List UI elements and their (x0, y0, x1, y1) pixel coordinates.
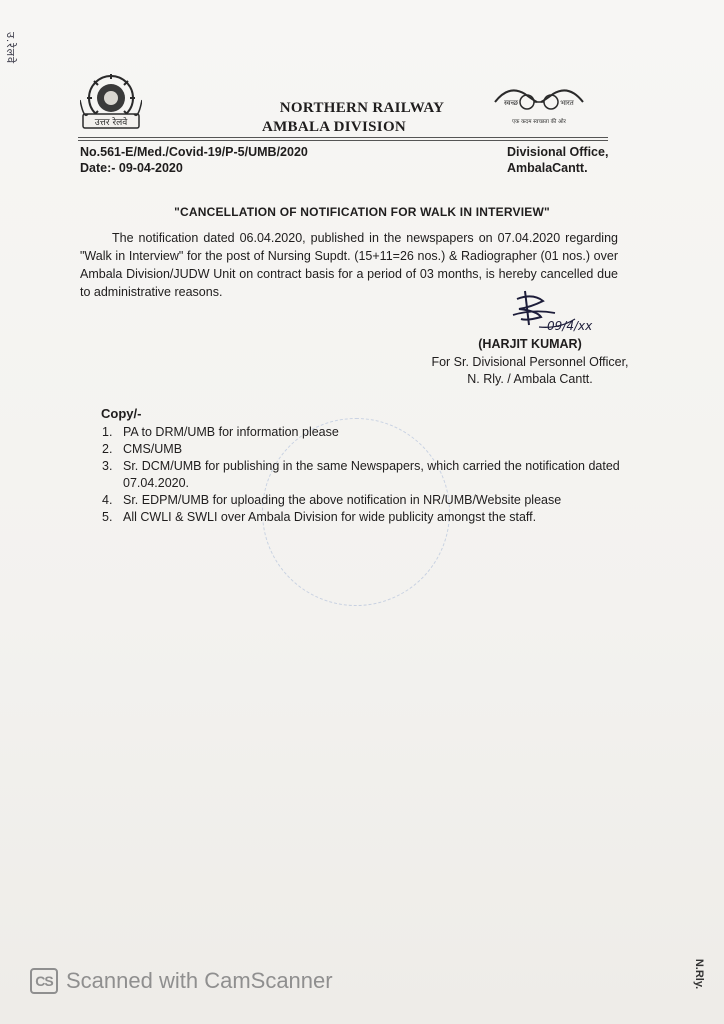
list-item-number: 4. (102, 493, 113, 507)
copy-list (102, 424, 642, 526)
header-rule-bottom (78, 140, 608, 141)
signatory-name: (HARJIT KUMAR) (478, 337, 582, 351)
swachh-bharat-logo-icon (489, 80, 589, 128)
signatory-designation: For Sr. Divisional Personnel Officer, (431, 354, 629, 369)
list-item (102, 424, 642, 441)
list-item-number: 1. (102, 425, 113, 439)
office-line-1: Divisional Office, (507, 145, 609, 159)
list-item (102, 509, 642, 526)
header-rule-top (78, 137, 608, 138)
division-name: AMBALA DIVISION (261, 119, 407, 135)
list-item (102, 441, 642, 458)
logo-word-right: भारत (560, 99, 574, 107)
letter-number: No.561-E/Med./Covid-19/P-5/UMB/2020 (80, 145, 308, 159)
notice-body: The notification dated 06.04.2020, published in the newspapers on 07.04.2020 regarding "Walk in Interview" for the post of Nursing Supdt. (15+11=26 nos.) & Radiographer (01 nos.) over Ambala Division/JUDW Unit on contract basis for a period of 03 months, is hereby cancelled due to administrative reasons. (80, 231, 618, 299)
org-name: NORTHERN RAILWAY (279, 100, 445, 116)
letter-date: Date:- 09-04-2020 (80, 161, 183, 175)
list-item-number: 5. (102, 510, 113, 524)
list-item-text: Sr. DCM/UMB for publishing in the same Newspapers, which carried the notification dated 07.04.2020. (123, 459, 620, 490)
list-item-text: PA to DRM/UMB for information please (123, 425, 339, 439)
subject-heading: "CANCELLATION OF NOTIFICATION FOR WALK IN INTERVIEW" (174, 205, 550, 219)
list-item-number: 3. (102, 459, 113, 473)
logo-tagline: एक कदम स्वच्छता की ओर (512, 119, 566, 125)
signatory-location: N. Rly. / Ambala Cantt. (467, 372, 593, 386)
list-item (102, 492, 642, 509)
margin-mark-nrly: N.Rly. (692, 958, 705, 990)
office-block (507, 144, 608, 176)
signatory-block (420, 336, 640, 389)
list-item-number: 2. (102, 442, 113, 456)
handwritten-signature (503, 285, 613, 335)
list-item-text: CMS/UMB (123, 442, 183, 456)
logo-word-left: स्वच्छ (503, 99, 519, 107)
list-item-text: Sr. EDPM/UMB for uploading the above notification in NR/UMB/Website please (123, 493, 562, 507)
margin-stamp-hindi: उ.रेलवे (4, 32, 16, 65)
emblem-caption: उत्तर रेलवे (94, 118, 128, 128)
office-line-2: AmbalaCantt. (507, 161, 588, 175)
signature-date: 09/4/xx (547, 319, 593, 333)
list-item (102, 458, 642, 492)
copy-heading: Copy/- (101, 406, 142, 421)
camscanner-icon: CS (30, 968, 58, 994)
reference-block (80, 144, 308, 176)
list-item-text: All CWLI & SWLI over Ambala Division for wide publicity amongst the staff. (123, 510, 537, 524)
camscanner-label: Scanned with CamScanner (66, 968, 333, 993)
camscanner-watermark (30, 968, 333, 994)
